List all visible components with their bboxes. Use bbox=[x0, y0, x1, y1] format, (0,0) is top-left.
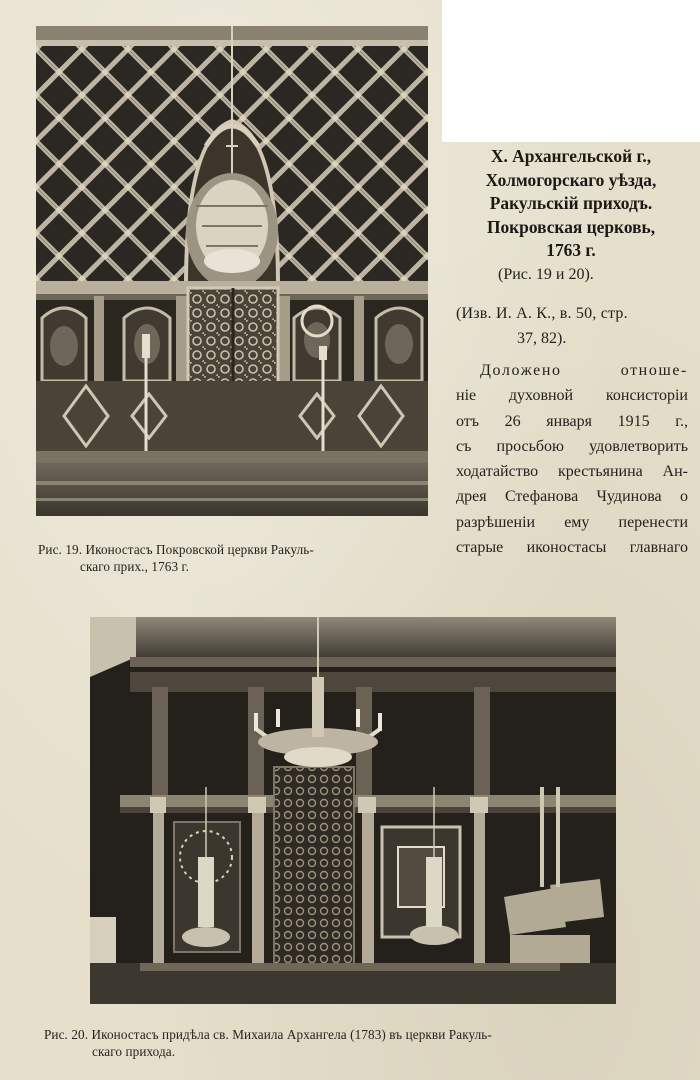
body-line-1: Доложено отноше- bbox=[480, 362, 688, 379]
figure-20-caption-line-2: скаго прихода. bbox=[92, 1044, 176, 1059]
figure-reference: (Рис. 19 и 20). bbox=[498, 266, 594, 283]
figure-19-caption-line-1: Рис. 19. Иконостасъ Покровской церкви Ракуль- bbox=[38, 542, 314, 557]
body-line-8: старые иконостасы главнаго bbox=[456, 539, 688, 557]
body-line-2: ніе духовной консисторіи bbox=[456, 387, 688, 405]
figure-19-caption bbox=[38, 541, 433, 575]
body-line-7: разрѣшеніи ему перенести bbox=[456, 513, 688, 531]
figure-19-photo bbox=[36, 26, 428, 516]
scan-blank-corner bbox=[442, 0, 700, 142]
heading-line-5: 1763 г. bbox=[546, 240, 596, 261]
source-citation-line-2: 37, 82). bbox=[517, 330, 567, 347]
iconostasis-pokrovskaya-illustration bbox=[36, 26, 428, 516]
figure-20-photo bbox=[90, 617, 616, 1004]
heading-line-2: Холмогорскаго уѣзда, bbox=[485, 169, 657, 190]
article-heading bbox=[446, 145, 696, 263]
figure-20-caption-line-1: Рис. 20. Иконостасъ придѣла св. Михаила Архангела (1783) въ церкви Ракуль- bbox=[44, 1027, 492, 1042]
body-line-6: дрея Стефанова Чудинова о bbox=[456, 488, 688, 506]
iconostasis-mikhail-chapel-illustration bbox=[90, 617, 616, 1004]
figure-19-caption-line-2: скаго прих., 1763 г. bbox=[80, 559, 189, 574]
body-line-3: отъ 26 января 1915 г., bbox=[456, 412, 688, 430]
figure-20-caption bbox=[44, 1026, 674, 1060]
heading-line-3: Ракульскій приходъ. bbox=[489, 193, 653, 214]
article-body bbox=[456, 358, 688, 560]
source-citation-line-1: (Изв. И. А. К., в. 50, стр. bbox=[456, 305, 628, 322]
body-line-5: ходатайство крестьянина Ан- bbox=[456, 463, 688, 481]
body-line-4: съ просьбою удовлетворить bbox=[456, 437, 688, 455]
heading-line-4: Покровская церковь, bbox=[486, 216, 656, 237]
heading-line-1: X. Архангельской г., bbox=[490, 146, 652, 166]
